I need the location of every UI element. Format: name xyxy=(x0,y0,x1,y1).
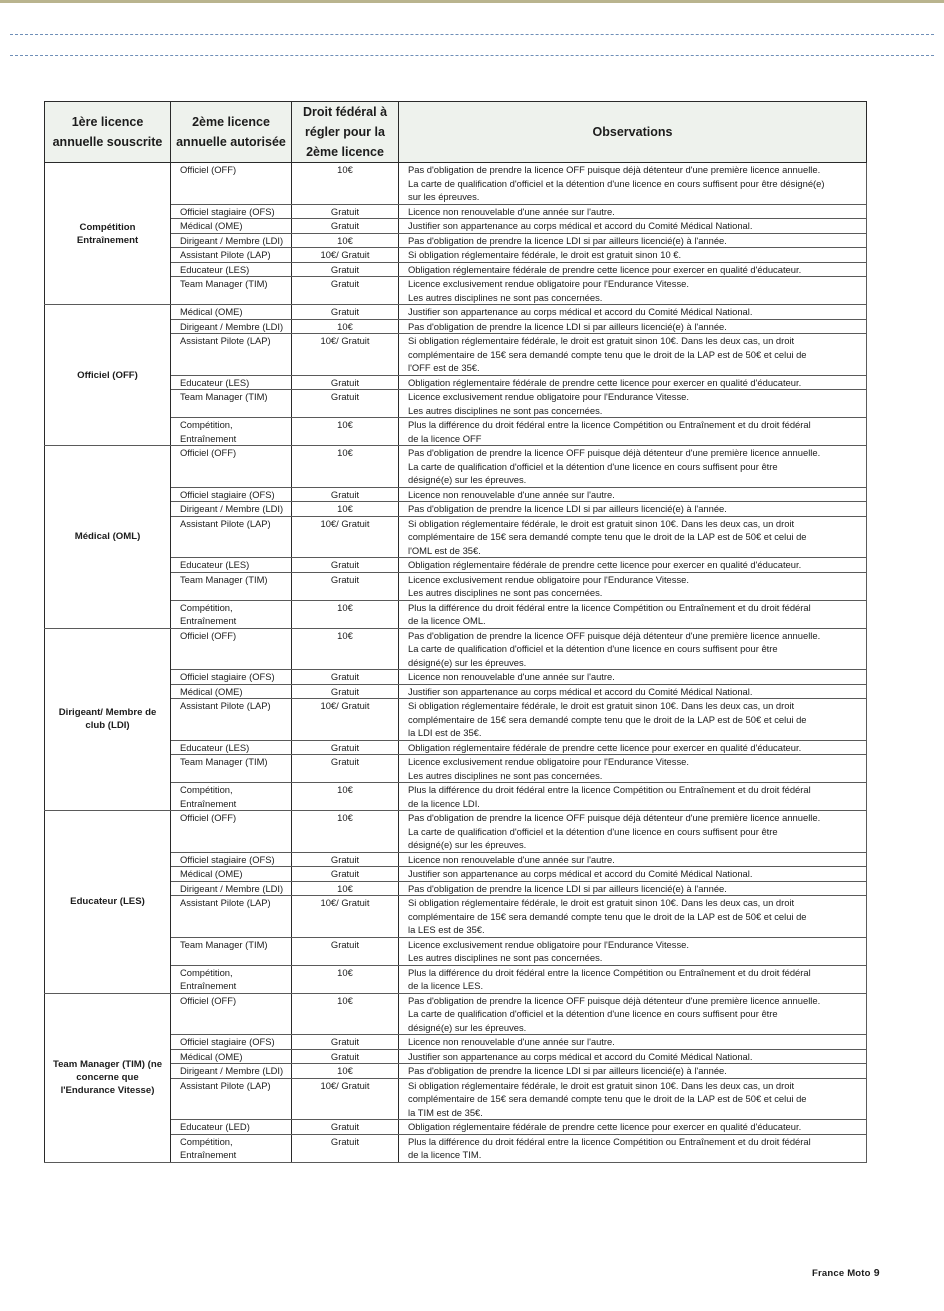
observation-cell xyxy=(399,1120,867,1135)
observation-line: Licence non renouvelable d'une année sur l'autre. xyxy=(408,205,615,217)
table-row xyxy=(45,305,867,320)
observation-cell xyxy=(399,811,867,853)
observation-cell xyxy=(399,277,867,305)
observation-line: de la licence LDI. xyxy=(408,797,480,809)
observation-line: désigné(e) sur les épreuves. xyxy=(408,656,527,668)
observation-cell xyxy=(399,334,867,376)
observation-line: Les autres disciplines ne sont pas concernées. xyxy=(408,291,603,303)
federal-fee-cell: Gratuit xyxy=(292,684,399,699)
observation-line: la LDI est de 35€. xyxy=(408,727,482,738)
observation-line: Pas d'obligation de prendre la licence OFF puisque déjà détenteur d'une première licence annuelle. xyxy=(408,164,821,175)
observation-cell xyxy=(399,262,867,277)
observation-line: désigné(e) sur les épreuves. xyxy=(408,839,527,850)
second-licence-cell: Officiel stagiaire (OFS) xyxy=(171,1035,292,1050)
second-licence-cell: Educateur (LES) xyxy=(171,262,292,277)
page-number: 9 xyxy=(873,1267,880,1279)
first-licence-cell: Dirigeant/ Membre de club (LDI) xyxy=(45,628,171,811)
federal-fee-cell: 10€ xyxy=(292,319,399,334)
observation-cell xyxy=(399,516,867,558)
observation-line: de la licence LES. xyxy=(408,980,484,991)
second-licence-cell: Team Manager (TIM) xyxy=(171,937,292,965)
table-row xyxy=(45,993,867,1035)
observation-line: Obligation réglementaire fédérale de prendre cette licence pour exercer en qualité d'éducateur. xyxy=(408,559,802,570)
observation-line: Pas d'obligation de prendre la licence LDI si par ailleurs licencié(e) à l'année. xyxy=(408,503,727,514)
table-row xyxy=(45,811,867,853)
federal-fee-cell: 10€ xyxy=(292,163,399,205)
observation-cell xyxy=(399,319,867,334)
second-licence-cell: Educateur (LES) xyxy=(171,375,292,390)
second-licence-cell: Officiel (OFF) xyxy=(171,446,292,488)
observation-line: désigné(e) sur les épreuves. xyxy=(408,1021,527,1033)
second-licence-cell: Assistant Pilote (LAP) xyxy=(171,896,292,938)
observation-cell xyxy=(399,305,867,320)
federal-fee-cell: Gratuit xyxy=(292,219,399,234)
observation-line: Licence exclusivement rendue obligatoire pour l'Endurance Vitesse. xyxy=(408,391,689,402)
second-licence-cell: Educateur (LED) xyxy=(171,1120,292,1135)
federal-fee-cell: 10€ xyxy=(292,965,399,993)
observation-cell xyxy=(399,896,867,938)
observation-line: désigné(e) sur les épreuves. xyxy=(408,474,527,485)
first-licence-cell: Médical (OML) xyxy=(45,446,171,629)
observation-cell xyxy=(399,390,867,418)
observation-cell xyxy=(399,1078,867,1120)
observation-line: complémentaire de 15€ sera demandé compte tenu que le droit de la LAP est de 50€ et celui de xyxy=(408,531,807,542)
observation-line: La carte de qualification d'officiel et la détention d'une licence en cours suffisent pour être xyxy=(408,825,778,837)
second-licence-cell: Team Manager (TIM) xyxy=(171,277,292,305)
observation-line: Les autres disciplines ne sont pas concernées. xyxy=(408,769,603,781)
observation-cell xyxy=(399,867,867,882)
observation-line: Licence exclusivement rendue obligatoire pour l'Endurance Vitesse. xyxy=(408,938,689,950)
licence-table xyxy=(44,101,867,1163)
observation-cell xyxy=(399,487,867,502)
magazine-name: France Moto xyxy=(812,1268,871,1279)
federal-fee-cell: 10€/ Gratuit xyxy=(292,896,399,938)
observation-cell xyxy=(399,852,867,867)
observation-cell xyxy=(399,1134,867,1162)
second-licence-cell: Officiel stagiaire (OFS) xyxy=(171,670,292,685)
observation-line: Plus la différence du droit fédéral entre la licence Compétition ou Entraînement et du droit fédéral xyxy=(408,1135,811,1147)
second-licence-cell: Assistant Pilote (LAP) xyxy=(171,1078,292,1120)
table-row xyxy=(45,446,867,488)
second-licence-cell: Médical (OME) xyxy=(171,1049,292,1064)
observation-line: Pas d'obligation de prendre la licence OFF puisque déjà détenteur d'une première licence annuelle. xyxy=(408,994,821,1006)
federal-fee-cell: Gratuit xyxy=(292,262,399,277)
observation-line: Pas d'obligation de prendre la licence OFF puisque déjà détenteur d'une première licence annuelle. xyxy=(408,812,821,823)
federal-fee-cell: Gratuit xyxy=(292,852,399,867)
second-licence-cell: Officiel stagiaire (OFS) xyxy=(171,204,292,219)
federal-fee-cell: Gratuit xyxy=(292,277,399,305)
observation-line: Si obligation réglementaire fédérale, le droit est gratuit sinon 10€. Dans les deux cas, un droit xyxy=(408,700,795,711)
table-header xyxy=(45,102,867,163)
second-licence-cell: Team Manager (TIM) xyxy=(171,390,292,418)
federal-fee-cell: Gratuit xyxy=(292,572,399,600)
page-footer xyxy=(812,1267,880,1279)
top-rule xyxy=(0,0,944,3)
observation-line: complémentaire de 15€ sera demandé compte tenu que le droit de la LAP est de 50€ et celui de xyxy=(408,713,807,725)
observation-line: l'OML est de 35€. xyxy=(408,544,481,556)
dashed-divider xyxy=(10,55,934,56)
second-licence-cell: Dirigeant / Membre (LDI) xyxy=(171,881,292,896)
federal-fee-cell: 10€ xyxy=(292,1064,399,1079)
observation-line: Justifier son appartenance au corps médical et accord du Comité Médical National. xyxy=(408,1050,753,1062)
second-licence-cell: Dirigeant / Membre (LDI) xyxy=(171,502,292,517)
second-licence-cell: Dirigeant / Membre (LDI) xyxy=(171,233,292,248)
second-licence-cell: Médical (OME) xyxy=(171,684,292,699)
header-row xyxy=(45,102,867,163)
observation-line: Justifier son appartenance au corps médical et accord du Comité Médical National. xyxy=(408,306,753,317)
observation-line: La carte de qualification d'officiel et la détention d'une licence en cours suffisent pour être xyxy=(408,460,778,472)
observation-line: Les autres disciplines ne sont pas concernées. xyxy=(408,952,603,963)
federal-fee-cell: 10€/ Gratuit xyxy=(292,699,399,741)
second-licence-cell: Team Manager (TIM) xyxy=(171,572,292,600)
federal-fee-cell: Gratuit xyxy=(292,670,399,685)
observation-line: Si obligation réglementaire fédérale, le droit est gratuit sinon 10€. Dans les deux cas, un droit xyxy=(408,517,795,529)
observation-line: Licence non renouvelable d'une année sur l'autre. xyxy=(408,488,615,500)
observation-line: complémentaire de 15€ sera demandé compte tenu que le droit de la LAP est de 50€ et celui de xyxy=(408,348,807,360)
federal-fee-cell: Gratuit xyxy=(292,390,399,418)
federal-fee-cell: 10€ xyxy=(292,233,399,248)
observation-line: Si obligation réglementaire fédérale, le droit est gratuit sinon 10 €. xyxy=(408,249,682,260)
table-body xyxy=(45,163,867,1163)
second-licence-cell: Officiel stagiaire (OFS) xyxy=(171,487,292,502)
observation-line: Pas d'obligation de prendre la licence OFF puisque déjà détenteur d'une première licence annuelle. xyxy=(408,447,821,458)
observation-line: Licence exclusivement rendue obligatoire pour l'Endurance Vitesse. xyxy=(408,278,689,289)
observation-line: Plus la différence du droit fédéral entre la licence Compétition ou Entraînement et du droit fédéral xyxy=(408,419,811,430)
table-row xyxy=(45,163,867,205)
observation-line: Justifier son appartenance au corps médical et accord du Comité Médical National. xyxy=(408,868,753,879)
observation-cell xyxy=(399,755,867,783)
observation-cell xyxy=(399,163,867,205)
first-licence-cell: Team Manager (TIM) (ne concerne que l'Endurance Vitesse) xyxy=(45,993,171,1162)
second-licence-cell: Assistant Pilote (LAP) xyxy=(171,334,292,376)
observation-cell xyxy=(399,684,867,699)
federal-fee-cell: 10€ xyxy=(292,502,399,517)
observation-line: Pas d'obligation de prendre la licence LDI si par ailleurs licencié(e) à l'année. xyxy=(408,1065,727,1076)
second-licence-cell: Compétition, Entraînement xyxy=(171,418,292,446)
federal-fee-cell: 10€ xyxy=(292,881,399,896)
second-licence-cell: Dirigeant / Membre (LDI) xyxy=(171,1064,292,1079)
federal-fee-cell: 10€ xyxy=(292,418,399,446)
federal-fee-cell: 10€ xyxy=(292,783,399,811)
federal-fee-cell: Gratuit xyxy=(292,204,399,219)
second-licence-cell: Compétition, Entraînement xyxy=(171,965,292,993)
second-licence-cell: Officiel (OFF) xyxy=(171,628,292,670)
observation-line: l'OFF est de 35€. xyxy=(408,362,480,373)
observation-cell xyxy=(399,965,867,993)
observation-line: Pas d'obligation de prendre la licence LDI si par ailleurs licencié(e) à l'année. xyxy=(408,234,727,246)
observation-line: Obligation réglementaire fédérale de prendre cette licence pour exercer en qualité d'éducateur. xyxy=(408,741,802,753)
header-federal-fee: Droit fédéral à régler pour la 2ème licence xyxy=(292,102,399,163)
observation-line: de la licence TIM. xyxy=(408,1149,482,1160)
observation-line: Licence non renouvelable d'une année sur l'autre. xyxy=(408,671,615,682)
observation-line: Licence exclusivement rendue obligatoire pour l'Endurance Vitesse. xyxy=(408,573,689,585)
second-licence-cell: Médical (OME) xyxy=(171,867,292,882)
observation-line: Si obligation réglementaire fédérale, le droit est gratuit sinon 10€. Dans les deux cas, un droit xyxy=(408,1079,795,1091)
observation-cell xyxy=(399,418,867,446)
observation-cell xyxy=(399,1049,867,1064)
observation-line: Licence exclusivement rendue obligatoire pour l'Endurance Vitesse. xyxy=(408,756,689,767)
federal-fee-cell: Gratuit xyxy=(292,487,399,502)
observation-line: Plus la différence du droit fédéral entre la licence Compétition ou Entraînement et du droit fédéral xyxy=(408,601,811,613)
observation-line: de la licence OFF xyxy=(408,432,482,444)
observation-cell xyxy=(399,993,867,1035)
first-licence-cell: Officiel (OFF) xyxy=(45,305,171,446)
second-licence-cell: Assistant Pilote (LAP) xyxy=(171,699,292,741)
observation-line: Justifier son appartenance au corps médical et accord du Comité Médical National. xyxy=(408,685,753,697)
header-first-licence: 1ère licence annuelle souscrite xyxy=(45,102,171,163)
observation-line: Obligation réglementaire fédérale de prendre cette licence pour exercer en qualité d'éducateur. xyxy=(408,376,802,388)
observation-cell xyxy=(399,572,867,600)
second-licence-cell: Assistant Pilote (LAP) xyxy=(171,248,292,263)
second-licence-cell: Médical (OME) xyxy=(171,305,292,320)
federal-fee-cell: 10€/ Gratuit xyxy=(292,334,399,376)
observation-line: la LES est de 35€. xyxy=(408,924,485,935)
federal-fee-cell: Gratuit xyxy=(292,558,399,573)
observation-line: La carte de qualification d'officiel et la détention d'une licence en cours suffisent pour être désigné(e) xyxy=(408,177,825,189)
observation-cell xyxy=(399,628,867,670)
federal-fee-cell: 10€ xyxy=(292,811,399,853)
observation-line: Les autres disciplines ne sont pas concernées. xyxy=(408,404,603,416)
federal-fee-cell: Gratuit xyxy=(292,1049,399,1064)
federal-fee-cell: Gratuit xyxy=(292,867,399,882)
observation-cell xyxy=(399,670,867,685)
second-licence-cell: Educateur (LES) xyxy=(171,558,292,573)
federal-fee-cell: 10€/ Gratuit xyxy=(292,516,399,558)
federal-fee-cell: 10€ xyxy=(292,600,399,628)
federal-fee-cell: Gratuit xyxy=(292,1035,399,1050)
observation-line: Plus la différence du droit fédéral entre la licence Compétition ou Entraînement et du droit fédéral xyxy=(408,784,811,795)
second-licence-cell: Compétition, Entraînement xyxy=(171,783,292,811)
second-licence-cell: Officiel (OFF) xyxy=(171,993,292,1035)
federal-fee-cell: 10€ xyxy=(292,628,399,670)
federal-fee-cell: 10€ xyxy=(292,993,399,1035)
federal-fee-cell: 10€/ Gratuit xyxy=(292,1078,399,1120)
observation-line: Si obligation réglementaire fédérale, le droit est gratuit sinon 10€. Dans les deux cas, un droit xyxy=(408,897,795,908)
observation-line: La carte de qualification d'officiel et la détention d'une licence en cours suffisent pour être xyxy=(408,643,778,654)
second-licence-cell: Compétition, Entraînement xyxy=(171,600,292,628)
observation-cell xyxy=(399,502,867,517)
table-row xyxy=(45,628,867,670)
federal-fee-cell: Gratuit xyxy=(292,1120,399,1135)
observation-cell xyxy=(399,1035,867,1050)
observation-cell xyxy=(399,881,867,896)
observation-line: Obligation réglementaire fédérale de prendre cette licence pour exercer en qualité d'éducateur. xyxy=(408,1121,802,1132)
observation-cell xyxy=(399,446,867,488)
second-licence-cell: Médical (OME) xyxy=(171,219,292,234)
federal-fee-cell: 10€ xyxy=(292,446,399,488)
observation-line: Pas d'obligation de prendre la licence OFF puisque déjà détenteur d'une première licence annuelle. xyxy=(408,629,821,641)
federal-fee-cell: Gratuit xyxy=(292,375,399,390)
observation-cell xyxy=(399,219,867,234)
dashed-divider xyxy=(10,34,934,35)
observation-line: Obligation réglementaire fédérale de prendre cette licence pour exercer en qualité d'éducateur. xyxy=(408,263,802,275)
second-licence-cell: Officiel stagiaire (OFS) xyxy=(171,852,292,867)
observation-line: Si obligation réglementaire fédérale, le droit est gratuit sinon 10€. Dans les deux cas, un droit xyxy=(408,335,795,346)
observation-cell xyxy=(399,740,867,755)
first-licence-cell: Educateur (LES) xyxy=(45,811,171,994)
header-observations: Observations xyxy=(399,102,867,163)
observation-cell xyxy=(399,937,867,965)
federal-fee-cell: Gratuit xyxy=(292,740,399,755)
federal-fee-cell: Gratuit xyxy=(292,937,399,965)
header-second-licence: 2ème licence annuelle autorisée xyxy=(171,102,292,163)
observation-cell xyxy=(399,1064,867,1079)
observation-cell xyxy=(399,233,867,248)
observation-line: Pas d'obligation de prendre la licence LDI si par ailleurs licencié(e) à l'année. xyxy=(408,882,727,894)
second-licence-cell: Officiel (OFF) xyxy=(171,811,292,853)
observation-line: Les autres disciplines ne sont pas concernées. xyxy=(408,587,603,598)
federal-fee-cell: Gratuit xyxy=(292,755,399,783)
observation-line: Licence non renouvelable d'une année sur l'autre. xyxy=(408,1036,615,1047)
second-licence-cell: Officiel (OFF) xyxy=(171,163,292,205)
second-licence-cell: Educateur (LES) xyxy=(171,740,292,755)
observation-line: Licence non renouvelable d'une année sur l'autre. xyxy=(408,853,615,865)
second-licence-cell: Dirigeant / Membre (LDI) xyxy=(171,319,292,334)
observation-cell xyxy=(399,699,867,741)
second-licence-cell: Assistant Pilote (LAP) xyxy=(171,516,292,558)
observation-cell xyxy=(399,600,867,628)
observation-cell xyxy=(399,558,867,573)
first-licence-cell: Compétition Entraînement xyxy=(45,163,171,305)
observation-line: la TIM est de 35€. xyxy=(408,1106,483,1118)
observation-line: Plus la différence du droit fédéral entre la licence Compétition ou Entraînement et du droit fédéral xyxy=(408,966,811,978)
federal-fee-cell: Gratuit xyxy=(292,305,399,320)
observation-line: complémentaire de 15€ sera demandé compte tenu que le droit de la LAP est de 50€ et celui de xyxy=(408,1093,807,1104)
observation-cell xyxy=(399,375,867,390)
observation-line: Justifier son appartenance au corps médical et accord du Comité Médical National. xyxy=(408,220,753,231)
observation-cell xyxy=(399,204,867,219)
observation-line: La carte de qualification d'officiel et la détention d'une licence en cours suffisent pour être xyxy=(408,1008,778,1019)
observation-cell xyxy=(399,783,867,811)
second-licence-cell: Team Manager (TIM) xyxy=(171,755,292,783)
observation-line: de la licence OML. xyxy=(408,615,486,626)
second-licence-cell: Compétition, Entraînement xyxy=(171,1134,292,1162)
observation-line: sur les épreuves. xyxy=(408,191,480,202)
observation-cell xyxy=(399,248,867,263)
observation-line: Pas d'obligation de prendre la licence LDI si par ailleurs licencié(e) à l'année. xyxy=(408,320,727,332)
federal-fee-cell: Gratuit xyxy=(292,1134,399,1162)
observation-line: complémentaire de 15€ sera demandé compte tenu que le droit de la LAP est de 50€ et celui de xyxy=(408,910,807,922)
federal-fee-cell: 10€/ Gratuit xyxy=(292,248,399,263)
